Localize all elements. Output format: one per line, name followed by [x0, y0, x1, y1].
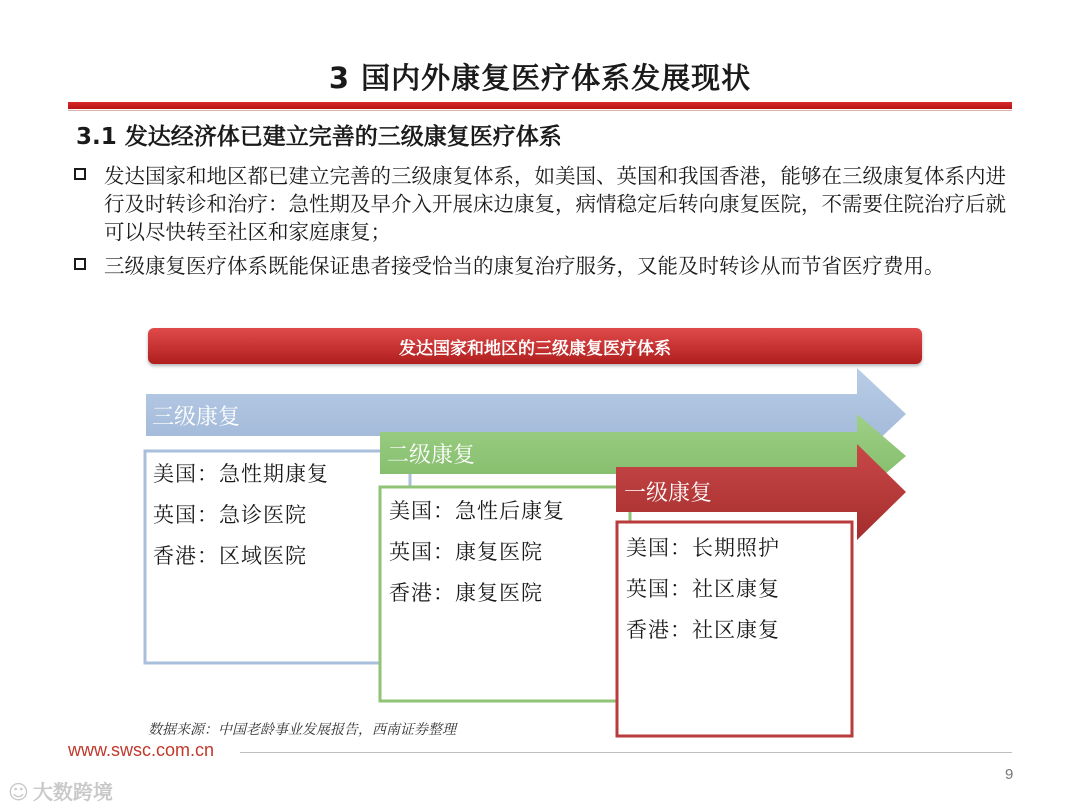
- tier-3-item: 英国：急诊医院: [153, 503, 307, 527]
- page-title: 3 国内外康复医疗体系发展现状: [328, 61, 752, 95]
- tier-1-item: 英国：社区康复: [626, 577, 780, 601]
- bullet-text: 发达国家和地区都已建立完善的三级康复体系，如美国、英国和我国香港，能够在三级康复体系内进行及时转诊和治疗：急性期及早介入开展床边康复，病情稳定后转向康复医院，不需要住院治疗后就可以尽快转至社区和家庭康复；: [104, 164, 1006, 244]
- data-source-note: 数据来源：中国老龄事业发展报告，西南证券整理: [148, 722, 456, 738]
- tier-2-label: 二级康复: [387, 443, 476, 468]
- footer-divider: [240, 752, 1012, 753]
- tier-1-label: 一级康复: [624, 481, 713, 506]
- tier-2-item: 美国：急性后康复: [389, 499, 565, 523]
- page-number: 9: [1005, 766, 1014, 783]
- watermark-text: 大数跨境: [32, 780, 113, 804]
- tier-2-item: 英国：康复医院: [389, 540, 543, 564]
- tier-1-item: 香港：社区康复: [626, 618, 780, 642]
- tier-3-item: 美国：急性期康复: [153, 462, 329, 486]
- tier-3-label: 三级康复: [152, 405, 241, 430]
- diagram-banner: 发达国家和地区的三级康复医疗体系: [148, 328, 922, 364]
- bullet-text: 三级康复医疗体系既能保证患者接受恰当的康复治疗服务，又能及时转诊从而节省医疗费用。: [104, 254, 945, 278]
- tier-3-item: 香港：区域医院: [153, 544, 307, 568]
- tier-1-item: 美国：长期照护: [626, 536, 780, 560]
- wechat-logo-icon: ☺: [8, 780, 29, 804]
- tier-2-item: 香港：康复医院: [389, 581, 543, 605]
- section-subtitle: 3.1 发达经济体已建立完善的三级康复医疗体系: [76, 124, 562, 150]
- footer-url: www.swsc.com.cn: [68, 740, 215, 760]
- watermark: [8, 776, 113, 805]
